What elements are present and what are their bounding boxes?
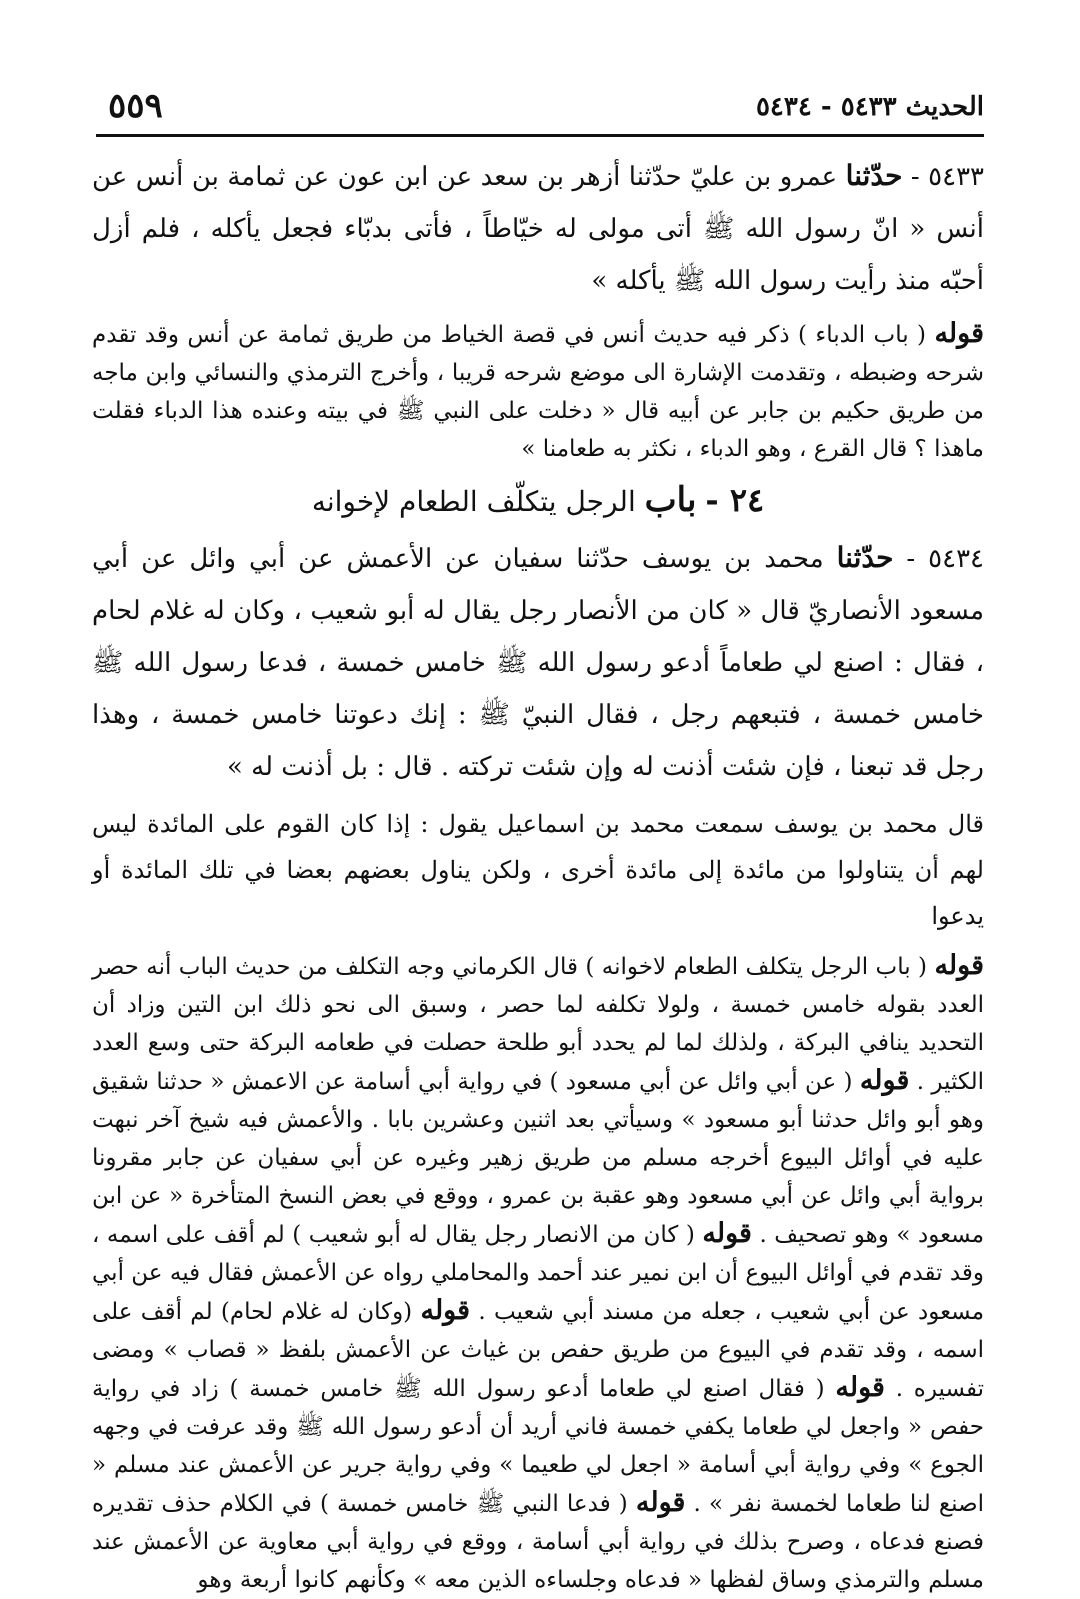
- commentary-5433: [92, 315, 984, 468]
- qawluhu-marker: قوله: [635, 1487, 686, 1518]
- commentary-5434: [92, 947, 984, 1599]
- chapter-title: الرجل يتكلّف الطعام لإخوانه: [311, 485, 636, 518]
- header-rule: [96, 134, 984, 137]
- commentary-text: (وكان له غلام لحام) لم أقف على اسمه ، وقد تقدم في البيوع من طريق حفص بن غياث عن الأعمش بلفظ « قصاب » ومضى تفسيره .: [92, 1299, 985, 1402]
- commentary-text: ( كان من الانصار رجل يقال له أبو شعيب ) لم أقف على اسمه ، وقد تقدم في أوائل البيوع أن ابن نمير عند أحمد والمحاملي رواه عن الأعمش فقال فيه عن أبي مسعود عن أبي شعيب ، جعله من مسند أبي شعيب .: [92, 1222, 985, 1325]
- qawluhu-marker: قوله: [859, 1065, 910, 1096]
- haddathana-word: حدّثنا: [845, 159, 903, 192]
- hadith-5434: [92, 532, 984, 793]
- commentary-text: ( عن أبي وائل عن أبي مسعود ) في رواية أبي أسامة عن الاعمش « حدثنا شقيق وهو أبو وائل حدثنا أبو مسعود » وسيأتي بعد اثنين وعشرين بابا . والأعمش فيه شيخ آخر نبهت عليه في أوائل البيوع أخرجه مسلم من طريق زهير وغيره عن أبي سفيان عن جابر مقرونا برواية أبي وائل عن أبي مسعود وهو عقبة بن عمرو ، ووقع في بعض النسخ المتأخرة « عن ابن مسعود » وهو تصحيف .: [92, 1069, 985, 1248]
- hadith-isnad: عمرو بن عليّ حدّثنا أزهر بن سعد عن ابن عون عن ثمامة بن أنس عن أنس: [92, 162, 985, 244]
- page-content: [92, 150, 984, 1599]
- hadith-number: ٥٤٣٤ -: [906, 544, 985, 574]
- chapter-number: ٢٤ -: [705, 481, 765, 519]
- page-number: ٥٥٩: [108, 86, 163, 126]
- hadith-number: ٥٤٣٣ -: [910, 162, 985, 192]
- commentary-text: ( باب الرجل يتكلف الطعام لاخوانه ) قال الكرماني وجه التكلف من حديث الباب أنه حصر العدد بقوله خامس خمسة ، ولولا تكلفه لما حصر ، وسبق الى نحو ذلك ابن التين وزاد أن التحديد ينافي البركة ، ولذلك لما لم يحدد أبو طلحة حصلت في طعامه البركة حتى وسع العدد الكثير .: [92, 954, 985, 1095]
- running-title: الحديث ٥٤٣٣ - ٥٤٣٤: [755, 92, 984, 122]
- commentary-text: ( فقال اصنع لي طعاما أدعو رسول الله ﷺ خامس خمسة ) زاد في رواية حفص « واجعل لي طعاما يكفي خمسة فاني أريد أن أدعو رسول الله ﷺ وقد عرفت في وجهه الجوع » وفي رواية أبي أسامة « اجعل لي طعيما » وفي رواية جرير عن الأعمش عند مسلم « اصنع لنا طعاما لخمسة نفر » .: [92, 1376, 985, 1517]
- qawluhu-marker: قوله: [420, 1295, 471, 1326]
- hadith-matn: قال « كان من الأنصار رجل يقال له أبو شعيب ، وكان له غلام لحام ، فقال : اصنع لي طعاماً أدعو رسول الله ﷺ خامس خمسة ، فدعا رسول الله ﷺ خامس خمسة ، فتبعهم رجل ، فقال النبيّ ﷺ : إنك دعوتنا خامس خمسة ، وهذا رجل قد تبعنا ، فإن شئت أذنت له وإن شئت تركته . قال : بل أذنت له »: [92, 596, 984, 782]
- commentary-text: ( فدعا النبي ﷺ خامس خمسة ) في الكلام حذف تقديره فصنع فدعاه ، وصرح بذلك في رواية أبي أسامة ، ووقع في رواية أبي معاوية عن الأعمش عند مسلم والترمذي وساق لفظها « فدعاه وجلساءه الذين معه » وكأنهم كانوا أربعة وهو: [92, 1491, 984, 1593]
- chapter-heading: [92, 472, 984, 530]
- haddathana-word: حدّثنا: [836, 541, 894, 574]
- qawluhu-marker: قوله: [934, 318, 985, 349]
- qawluhu-marker: قوله: [835, 1372, 885, 1403]
- qawluhu-marker: قوله: [702, 1218, 752, 1249]
- commentary-text: ( باب الدباء ) ذكر فيه حديث أنس في قصة الخياط من طريق ثمامة عن أنس وقد تقدم شرحه وضبطه ، وتقدمت الإشارة الى موضع شرحه قريبا ، وأخرج الترمذي والنسائي وابن ماجه من طريق حكيم بن جابر عن أبيه قال « دخلت على النبي ﷺ في بيته وعنده هذا الدباء فقلت ماهذا ؟ قال القرع ، وهو الدباء ، نكثر به طعامنا »: [92, 322, 984, 462]
- page-header: [96, 86, 984, 132]
- hadith-isnad: محمد بن يوسف حدّثنا سفيان عن الأعمش عن أبي وائل عن أبي مسعود الأنصاريّ: [92, 544, 985, 626]
- bukhari-note: قال محمد بن يوسف سمعت محمد بن اسماعيل يقول : إذا كان القوم على المائدة ليس لهم أن يتناولوا من مائدة إلى مائدة أخرى ، ولكن يناول بعضهم بعضا في تلك المائدة أو يدعوا: [92, 810, 984, 930]
- hadith-5433: [92, 150, 984, 307]
- hadith-matn: « انّ رسول الله ﷺ أتى مولى له خيّاطاً ، فأتى بدبّاء فجعل يأكله ، فلم أزل أحبّه منذ رأيت رسول الله ﷺ يأكله »: [92, 214, 984, 296]
- chapter-bab-word: باب: [644, 480, 697, 520]
- qawluhu-marker: قوله: [934, 950, 984, 981]
